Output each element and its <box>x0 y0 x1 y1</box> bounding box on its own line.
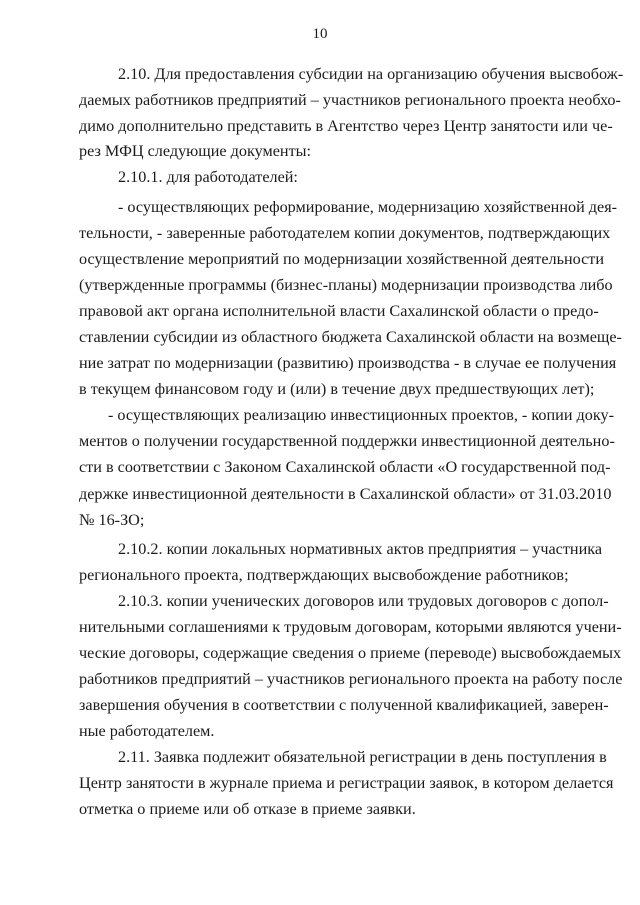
text-line: (утвержденные программы (бизнес-планы) модернизации производства либо <box>79 276 613 294</box>
text-line: сти в соответствии с Законом Сахалинской области «О государственной под- <box>79 458 611 476</box>
text-line: рез МФЦ следующие документы: <box>79 142 312 160</box>
text-line: 2.11. Заявка подлежит обязательной регистрации в день поступления в <box>118 748 607 766</box>
text-line: 2.10. Для предоставления субсидии на организацию обучения высвобож- <box>118 65 624 83</box>
text-line: правовой акт органа исполнительной власти Сахалинской области о предо- <box>79 302 599 320</box>
text-line: ческие договоры, содержащие сведения о приеме (переводе) высвобождаемых <box>79 644 622 662</box>
text-line: тельности, - заверенные работодателем копии документов, подтверждающих <box>79 224 611 242</box>
text-line: - осуществляющих реформирование, модернизацию хозяйственной дея- <box>118 198 618 216</box>
text-line: № 16-ЗО; <box>79 511 145 529</box>
text-line: Центр занятости в журнале приема и регистрации заявок, в котором делается <box>79 774 614 792</box>
text-line: 2.10.2. копии локальных нормативных актов предприятия – участника <box>118 540 603 558</box>
text-line: нительными соглашениями к трудовым договорам, которыми являются учени- <box>79 618 622 636</box>
text-line: отметка о приеме или об отказе в приеме заявки. <box>79 800 416 818</box>
text-line: работников предприятий – участников регионального проекта на работу после <box>79 670 623 688</box>
text-line: регионального проекта, подтверждающих высвобождение работников; <box>79 566 569 584</box>
text-line: - осуществляющих реализацию инвестиционных проектов, - копии доку- <box>108 406 614 424</box>
page-number: 10 <box>312 26 328 42</box>
text-line: завершения обучения в соответствии с полученной квалификацией, заверен- <box>79 696 609 714</box>
text-line: ные работодателем. <box>79 722 215 740</box>
text-line: осуществление мероприятий по модернизации хозяйственной деятельности <box>79 250 605 268</box>
text-line: даемых работников предприятий – участников регионального проекта необхо- <box>79 91 621 109</box>
text-line: ставлении субсидии из областного бюджета Сахалинской области на возмеще- <box>79 328 622 346</box>
text-line: держке инвестиционной деятельности в Сахалинской области» от 31.03.2010 <box>79 485 612 503</box>
text-line: димо дополнительно представить в Агентство через Центр занятости или че- <box>79 117 613 135</box>
text-line: ментов о получении государственной поддержки инвестиционной деятельно- <box>79 432 615 450</box>
text-line: в текущем финансовом году и (или) в течение двух предшествующих лет); <box>79 380 595 398</box>
text-line: 2.10.1. для работодателей: <box>118 168 298 186</box>
text-line: ние затрат по модернизации (развитию) производства - в случае ее получения <box>79 354 617 372</box>
text-line: 2.10.3. копии ученических договоров или трудовых договоров с допол- <box>118 592 609 610</box>
